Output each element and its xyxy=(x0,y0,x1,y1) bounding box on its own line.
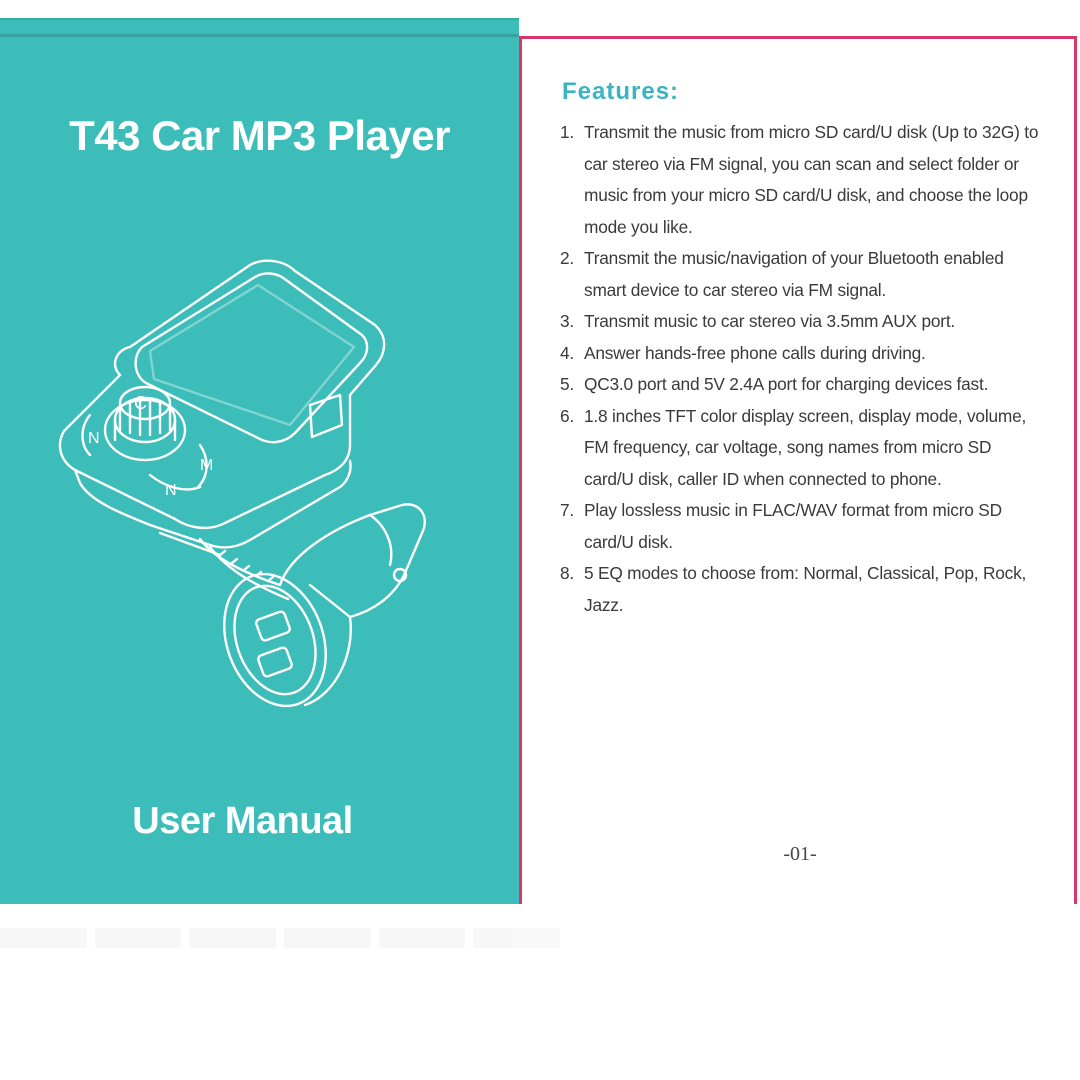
cover-top-rule xyxy=(0,18,519,20)
feature-text: QC3.0 port and 5V 2.4A port for charging devices fast. xyxy=(584,374,989,394)
ghost-bar xyxy=(95,928,182,948)
feature-item xyxy=(560,401,1045,496)
faded-reflection xyxy=(0,928,560,948)
ghost-bar xyxy=(0,928,87,948)
ghost-bar xyxy=(379,928,466,948)
cover-divider xyxy=(0,34,519,37)
svg-text:C: C xyxy=(134,393,147,413)
feature-item xyxy=(560,495,1045,558)
feature-number: 2. xyxy=(560,248,575,268)
feature-text: Transmit the music/navigation of your Bluetooth enabled smart device to car stereo via FM signal. xyxy=(584,248,1004,300)
feature-item xyxy=(560,243,1045,306)
svg-text:N: N xyxy=(165,482,177,499)
feature-number: 8. xyxy=(560,563,575,583)
svg-text:M: M xyxy=(200,457,214,474)
features-list xyxy=(560,117,1045,621)
ghost-bar xyxy=(284,928,371,948)
feature-item xyxy=(560,369,1045,401)
feature-item xyxy=(560,558,1045,621)
manual-subtitle: User Manual xyxy=(132,800,353,842)
feature-text: 1.8 inches TFT color display screen, display mode, volume, FM frequency, car voltage, song names from micro SD card/U disk, caller ID when connected to phone. xyxy=(584,405,1027,489)
device-illustration-icon xyxy=(50,255,440,715)
ghost-bar xyxy=(189,928,276,948)
feature-number: 3. xyxy=(560,311,575,331)
feature-text: 5 EQ modes to choose from: Normal, Classical, Pop, Rock, Jazz. xyxy=(584,563,1027,615)
feature-text: Play lossless music in FLAC/WAV format from micro SD card/U disk. xyxy=(584,500,1002,552)
feature-item xyxy=(560,306,1045,338)
svg-text:N: N xyxy=(88,430,100,447)
feature-item xyxy=(560,117,1045,243)
feature-number: 5. xyxy=(560,374,575,394)
feature-text: Transmit music to car stereo via 3.5mm AUX port. xyxy=(584,311,956,331)
product-title: T43 Car MP3 Player xyxy=(69,112,450,159)
ghost-bar xyxy=(473,928,560,948)
feature-number: 1. xyxy=(560,122,575,142)
feature-number: 4. xyxy=(560,342,575,363)
feature-text: Transmit the music from micro SD card/U disk (Up to 32G) to car stereo via FM signal, you can scan and select folder or music from your micro SD card/U disk, and choose the loop mode you like. xyxy=(584,122,1039,237)
feature-number: 7. xyxy=(560,500,575,520)
features-heading: Features: xyxy=(562,78,680,105)
page-number: -01- xyxy=(783,843,817,865)
feature-text: Answer hands-free phone calls during driving. xyxy=(584,342,926,363)
feature-item xyxy=(560,338,1045,370)
feature-number: 6. xyxy=(560,405,575,426)
